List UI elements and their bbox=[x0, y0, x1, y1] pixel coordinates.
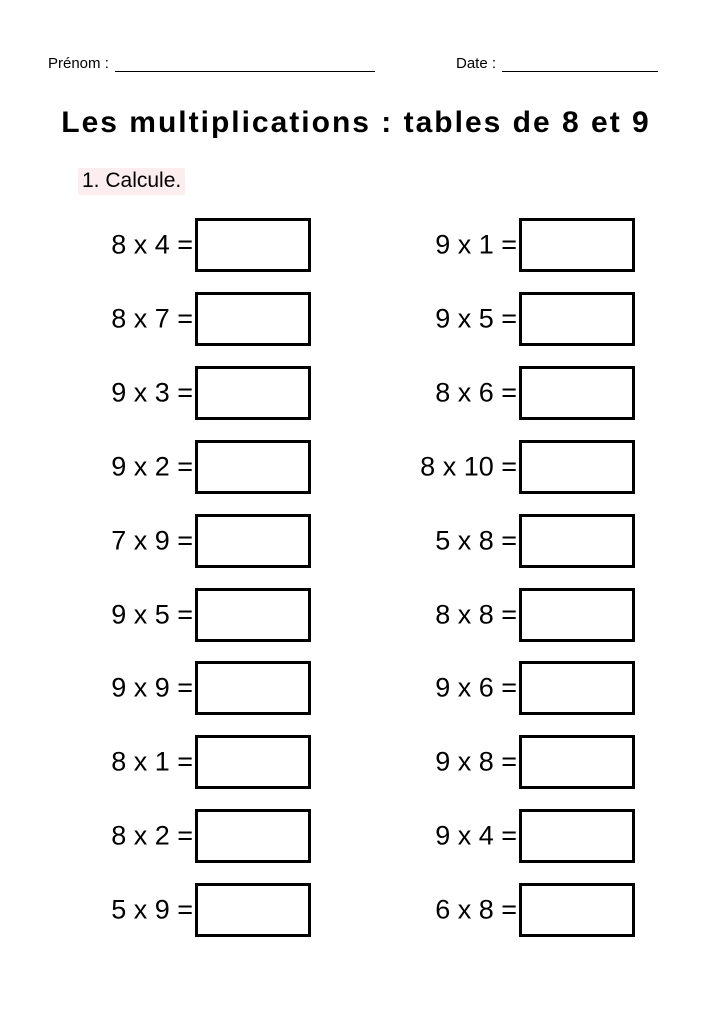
answer-box[interactable] bbox=[195, 661, 311, 715]
prenom-field bbox=[48, 55, 375, 72]
multiplication-expression: 9 x 1 = bbox=[435, 229, 517, 260]
exercise-row bbox=[111, 441, 311, 493]
date-field bbox=[456, 55, 658, 72]
multiplication-expression: 9 x 6 = bbox=[435, 672, 517, 703]
exercise-row bbox=[111, 515, 311, 567]
exercise-row bbox=[111, 662, 311, 714]
multiplication-expression: 8 x 7 = bbox=[111, 303, 193, 334]
answer-box[interactable] bbox=[195, 218, 311, 272]
multiplication-expression: 9 x 8 = bbox=[435, 746, 517, 777]
multiplication-expression: 9 x 9 = bbox=[111, 672, 193, 703]
answer-box[interactable] bbox=[519, 366, 635, 420]
exercise-row bbox=[111, 736, 311, 788]
multiplication-expression: 9 x 3 = bbox=[111, 377, 193, 408]
answer-box[interactable] bbox=[195, 809, 311, 863]
answer-box[interactable] bbox=[519, 883, 635, 937]
date-blank-line[interactable] bbox=[502, 55, 658, 72]
answer-box[interactable] bbox=[519, 514, 635, 568]
multiplication-expression: 8 x 8 = bbox=[435, 599, 517, 629]
instruction-label: 1. Calcule. bbox=[78, 168, 185, 195]
answer-box[interactable] bbox=[519, 809, 635, 863]
answer-box[interactable] bbox=[519, 661, 635, 715]
answer-box[interactable] bbox=[195, 292, 311, 346]
date-label: Date : bbox=[456, 55, 497, 72]
answer-box[interactable] bbox=[519, 735, 635, 789]
exercise-row bbox=[435, 884, 635, 936]
multiplication-expression: 8 x 2 = bbox=[111, 820, 193, 851]
answer-box[interactable] bbox=[519, 440, 635, 494]
exercise-row bbox=[435, 589, 635, 641]
exercise-row bbox=[111, 589, 311, 641]
exercise-row bbox=[435, 810, 635, 862]
exercise-row bbox=[435, 219, 635, 271]
answer-box[interactable] bbox=[519, 218, 635, 272]
prenom-blank-line[interactable] bbox=[115, 55, 375, 72]
answer-box[interactable] bbox=[195, 735, 311, 789]
multiplication-expression: 8 x 10 = bbox=[420, 451, 517, 482]
answer-box[interactable] bbox=[519, 588, 635, 642]
exercise-row bbox=[435, 293, 635, 345]
multiplication-expression: 8 x 4 = bbox=[111, 229, 193, 260]
multiplication-expression: 7 x 9 = bbox=[111, 525, 193, 556]
answer-box[interactable] bbox=[195, 883, 311, 937]
multiplication-expression: 9 x 5 = bbox=[111, 599, 193, 629]
prenom-label: Prénom : bbox=[48, 55, 109, 72]
multiplication-expression: 8 x 1 = bbox=[111, 746, 193, 777]
answer-box[interactable] bbox=[195, 366, 311, 420]
multiplication-expression: 8 x 6 = bbox=[435, 377, 517, 408]
exercise-row bbox=[111, 219, 311, 271]
multiplication-expression: 9 x 5 = bbox=[435, 303, 517, 334]
answer-box[interactable] bbox=[195, 588, 311, 642]
multiplication-expression: 9 x 4 = bbox=[435, 820, 517, 851]
exercise-row bbox=[435, 367, 635, 419]
exercise-row bbox=[111, 810, 311, 862]
multiplication-expression: 6 x 8 = bbox=[435, 894, 517, 925]
exercise-row bbox=[435, 662, 635, 714]
exercise-row bbox=[111, 884, 311, 936]
multiplication-expression: 9 x 2 = bbox=[111, 451, 193, 482]
multiplication-expression: 5 x 9 = bbox=[111, 894, 193, 925]
exercise-row bbox=[111, 293, 311, 345]
exercise-row bbox=[435, 515, 635, 567]
exercise-row bbox=[435, 736, 635, 788]
answer-box[interactable] bbox=[519, 292, 635, 346]
exercise-row bbox=[111, 367, 311, 419]
answer-box[interactable] bbox=[195, 440, 311, 494]
page-title: Les multiplications : tables de 8 et 9 bbox=[61, 106, 651, 139]
multiplication-expression: 5 x 8 = bbox=[435, 525, 517, 556]
answer-box[interactable] bbox=[195, 514, 311, 568]
exercise-row bbox=[420, 441, 635, 493]
